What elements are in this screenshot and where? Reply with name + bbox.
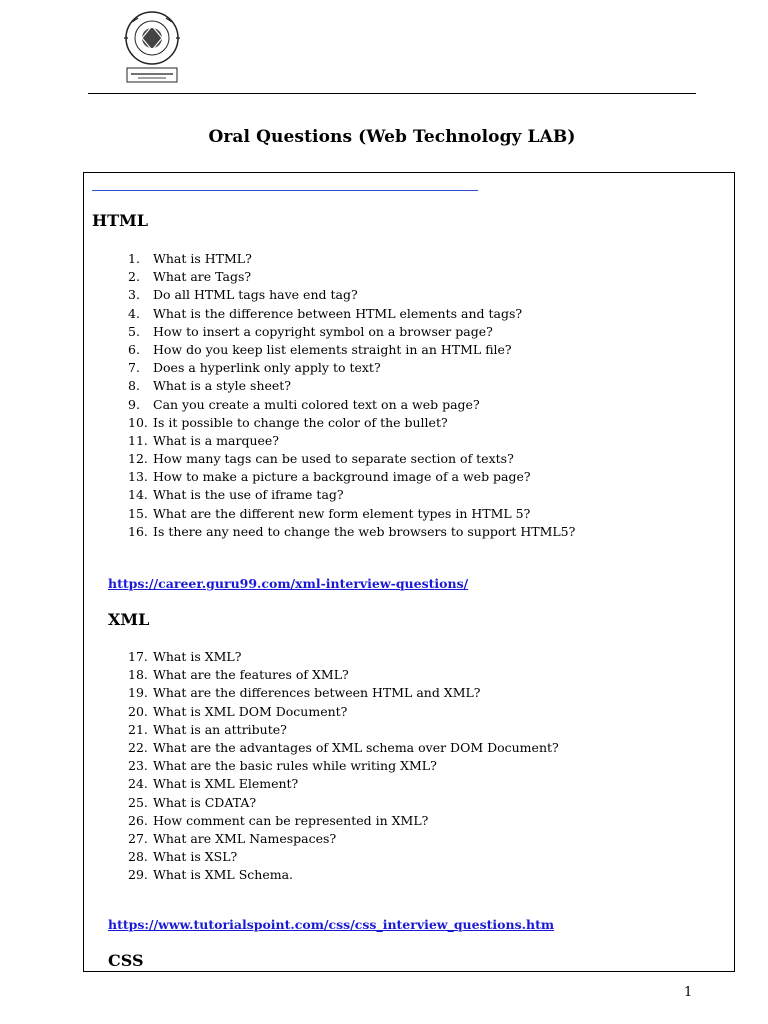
section-heading-xml: XML (108, 610, 150, 629)
question-number: 14. (128, 487, 148, 503)
document-title: Oral Questions (Web Technology LAB) (208, 127, 576, 147)
question-item (128, 812, 559, 830)
link-css-interview-questions[interactable]: https://www.tutorialspoint.com/css/css_interview_questions.htm (108, 917, 555, 932)
header-divider (88, 93, 696, 94)
question-text: Is it possible to change the color of the bullet? (153, 414, 448, 430)
question-number: 6. (128, 341, 140, 357)
question-number: 3. (128, 287, 140, 303)
question-number: 25. (128, 794, 148, 810)
question-item (128, 794, 559, 812)
question-number: 22. (128, 739, 148, 755)
question-item (128, 739, 559, 757)
question-number: 9. (128, 396, 140, 412)
question-text: What is an attribute? (153, 721, 287, 737)
question-item (128, 341, 575, 359)
question-item (128, 305, 575, 323)
college-logo (118, 8, 186, 84)
question-item (128, 286, 575, 304)
question-number: 17. (128, 649, 148, 664)
question-item (128, 523, 575, 541)
question-text: What are Tags? (153, 269, 252, 285)
question-text: What are XML Namespaces? (153, 830, 337, 846)
question-text: What is XSL? (153, 849, 238, 865)
question-text: What are the features of XML? (153, 667, 349, 683)
question-item (128, 377, 575, 395)
question-number: 12. (128, 451, 148, 467)
question-text: Can you create a multi colored text on a web page? (153, 396, 480, 412)
question-number: 16. (128, 523, 148, 539)
question-item (128, 250, 575, 268)
question-text: What is XML DOM Document? (153, 703, 348, 719)
question-text: What is the use of iframe tag? (153, 487, 344, 503)
question-number: 18. (128, 667, 148, 683)
question-number: 11. (128, 432, 148, 448)
section-heading-css: CSS (108, 951, 144, 970)
question-item (128, 432, 575, 450)
blue-divider (92, 190, 478, 191)
question-text: Does a hyperlink only apply to text? (153, 360, 381, 376)
question-text: What is HTML? (153, 251, 252, 266)
question-item (128, 757, 559, 775)
question-text: What are the basic rules while writing XML? (153, 758, 437, 774)
question-text: What are the different new form element types in HTML 5? (153, 505, 531, 521)
question-item (128, 468, 575, 486)
question-item (128, 684, 559, 702)
question-item (128, 323, 575, 341)
question-text: What is XML Element? (153, 776, 299, 792)
question-number: 26. (128, 812, 148, 828)
question-item (128, 866, 559, 884)
question-text: What is the difference between HTML elements and tags? (153, 305, 523, 321)
question-number: 24. (128, 776, 148, 792)
question-number: 7. (128, 360, 140, 376)
question-text: How comment can be represented in XML? (153, 812, 429, 828)
question-item (128, 830, 559, 848)
question-number: 23. (128, 758, 148, 774)
question-text: What is XML? (153, 649, 242, 664)
question-number: 15. (128, 505, 148, 521)
question-item (128, 450, 575, 468)
question-number: 5. (128, 323, 140, 339)
question-item (128, 775, 559, 793)
question-text: Is there any need to change the web browsers to support HTML5? (153, 523, 576, 539)
question-item (128, 848, 559, 866)
question-text: How do you keep list elements straight in an HTML file? (153, 341, 512, 357)
xml-question-list (128, 648, 559, 884)
question-item (128, 268, 575, 286)
question-number: 2. (128, 269, 140, 285)
question-item (128, 666, 559, 684)
section-heading-html: HTML (92, 211, 148, 230)
question-text: What is CDATA? (153, 794, 257, 810)
question-number: 29. (128, 867, 148, 883)
question-item (128, 721, 559, 739)
question-item (128, 359, 575, 377)
question-text: What are the differences between HTML and XML? (153, 685, 481, 701)
question-item (128, 505, 575, 523)
question-number: 1. (128, 251, 140, 266)
question-item (128, 486, 575, 504)
question-number: 21. (128, 721, 148, 737)
question-number: 19. (128, 685, 148, 701)
question-text: What is XML Schema. (153, 867, 293, 883)
question-text: What is a style sheet? (153, 378, 292, 394)
question-number: 27. (128, 830, 148, 846)
question-text: What are the advantages of XML schema over DOM Document? (153, 739, 559, 755)
question-number: 4. (128, 305, 140, 321)
question-number: 20. (128, 703, 148, 719)
question-number: 10. (128, 414, 148, 430)
link-xml-interview-questions[interactable]: https://career.guru99.com/xml-interview-questions/ (108, 576, 469, 591)
question-item (128, 414, 575, 432)
question-text: How many tags can be used to separate section of texts? (153, 451, 514, 467)
question-item (128, 396, 575, 414)
question-number: 13. (128, 469, 148, 485)
question-text: How to insert a copyright symbol on a browser page? (153, 323, 493, 339)
html-question-list (128, 250, 575, 541)
question-text: What is a marquee? (153, 432, 279, 448)
question-number: 8. (128, 378, 140, 394)
question-text: How to make a picture a background image of a web page? (153, 469, 531, 485)
question-item (128, 648, 559, 666)
question-text: Do all HTML tags have end tag? (153, 287, 358, 303)
page-number: 1 (684, 985, 693, 1000)
question-number: 28. (128, 849, 148, 865)
question-item (128, 703, 559, 721)
